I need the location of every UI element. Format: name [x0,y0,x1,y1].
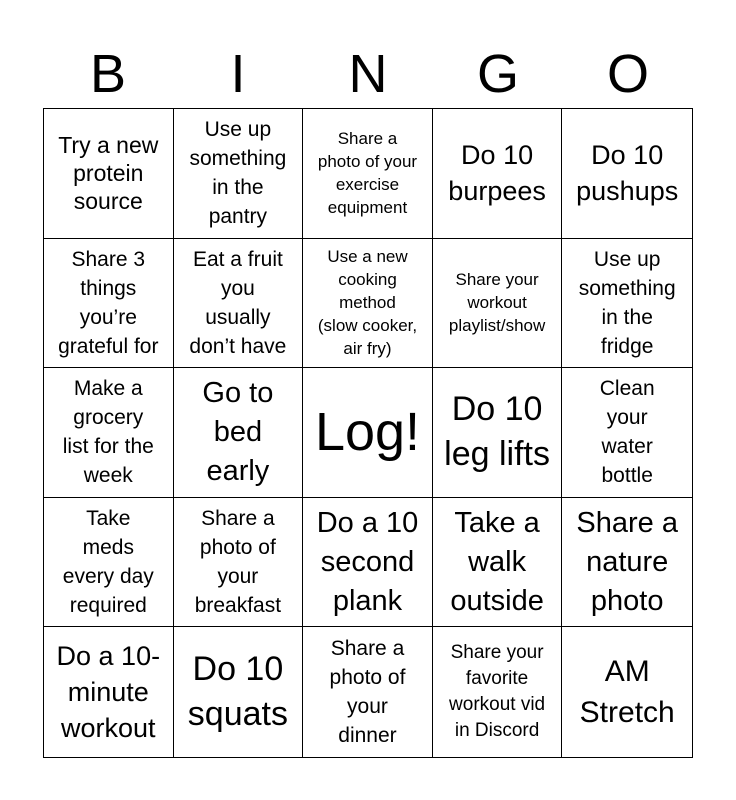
header-letter-o: O [606,44,649,104]
bingo-cell-r5c2[interactable]: Do 10 squats [174,627,304,757]
bingo-cell-r2c2[interactable]: Eat a fruit you usually don’t have [174,239,304,369]
bingo-cell-r3c1[interactable]: Make a grocery list for the week [44,368,174,498]
bingo-cell-free-log[interactable]: Log! [303,368,433,498]
bingo-cell-r2c4[interactable]: Share your workout playlist/show [433,239,563,369]
bingo-cell-r4c2[interactable]: Share a photo of your breakfast [174,498,304,628]
bingo-cell-r2c5[interactable]: Use up something in the fridge [562,239,692,369]
bingo-cell-r4c1[interactable]: Take meds every day required [44,498,174,628]
header-letter-g: G [476,44,519,104]
bingo-cell-r5c3[interactable]: Share a photo of your dinner [303,627,433,757]
bingo-cell-r4c3[interactable]: Do a 10 second plank [303,498,433,628]
bingo-cell-r3c2[interactable]: Go to bed early [174,368,304,498]
bingo-cell-r1c5[interactable]: Do 10 pushups [562,109,692,239]
bingo-cell-r5c1[interactable]: Do a 10- minute workout [44,627,174,757]
bingo-cell-r1c3[interactable]: Share a photo of your exercise equipment [303,109,433,239]
bingo-cell-r2c1[interactable]: Share 3 things you’re grateful for [44,239,174,369]
bingo-cell-r1c1[interactable]: Try a new protein source [44,109,174,239]
bingo-cell-r3c4[interactable]: Do 10 leg lifts [433,368,563,498]
bingo-cell-r4c4[interactable]: Take a walk outside [433,498,563,628]
bingo-header [43,40,693,108]
bingo-cell-r5c4[interactable]: Share your favorite workout vid in Discord [433,627,563,757]
bingo-cell-r4c5[interactable]: Share a nature photo [562,498,692,628]
header-letter-i: I [230,44,246,104]
bingo-cell-r3c5[interactable]: Clean your water bottle [562,368,692,498]
bingo-cell-r1c4[interactable]: Do 10 burpees [433,109,563,239]
bingo-cell-r1c2[interactable]: Use up something in the pantry [174,109,304,239]
header-letter-n: N [348,44,388,104]
bingo-grid [43,108,693,758]
header-letter-b: B [89,44,127,104]
bingo-cell-r2c3[interactable]: Use a new cooking method (slow cooker, air fry) [303,239,433,369]
bingo-cell-r5c5[interactable]: AM Stretch [579,655,675,730]
